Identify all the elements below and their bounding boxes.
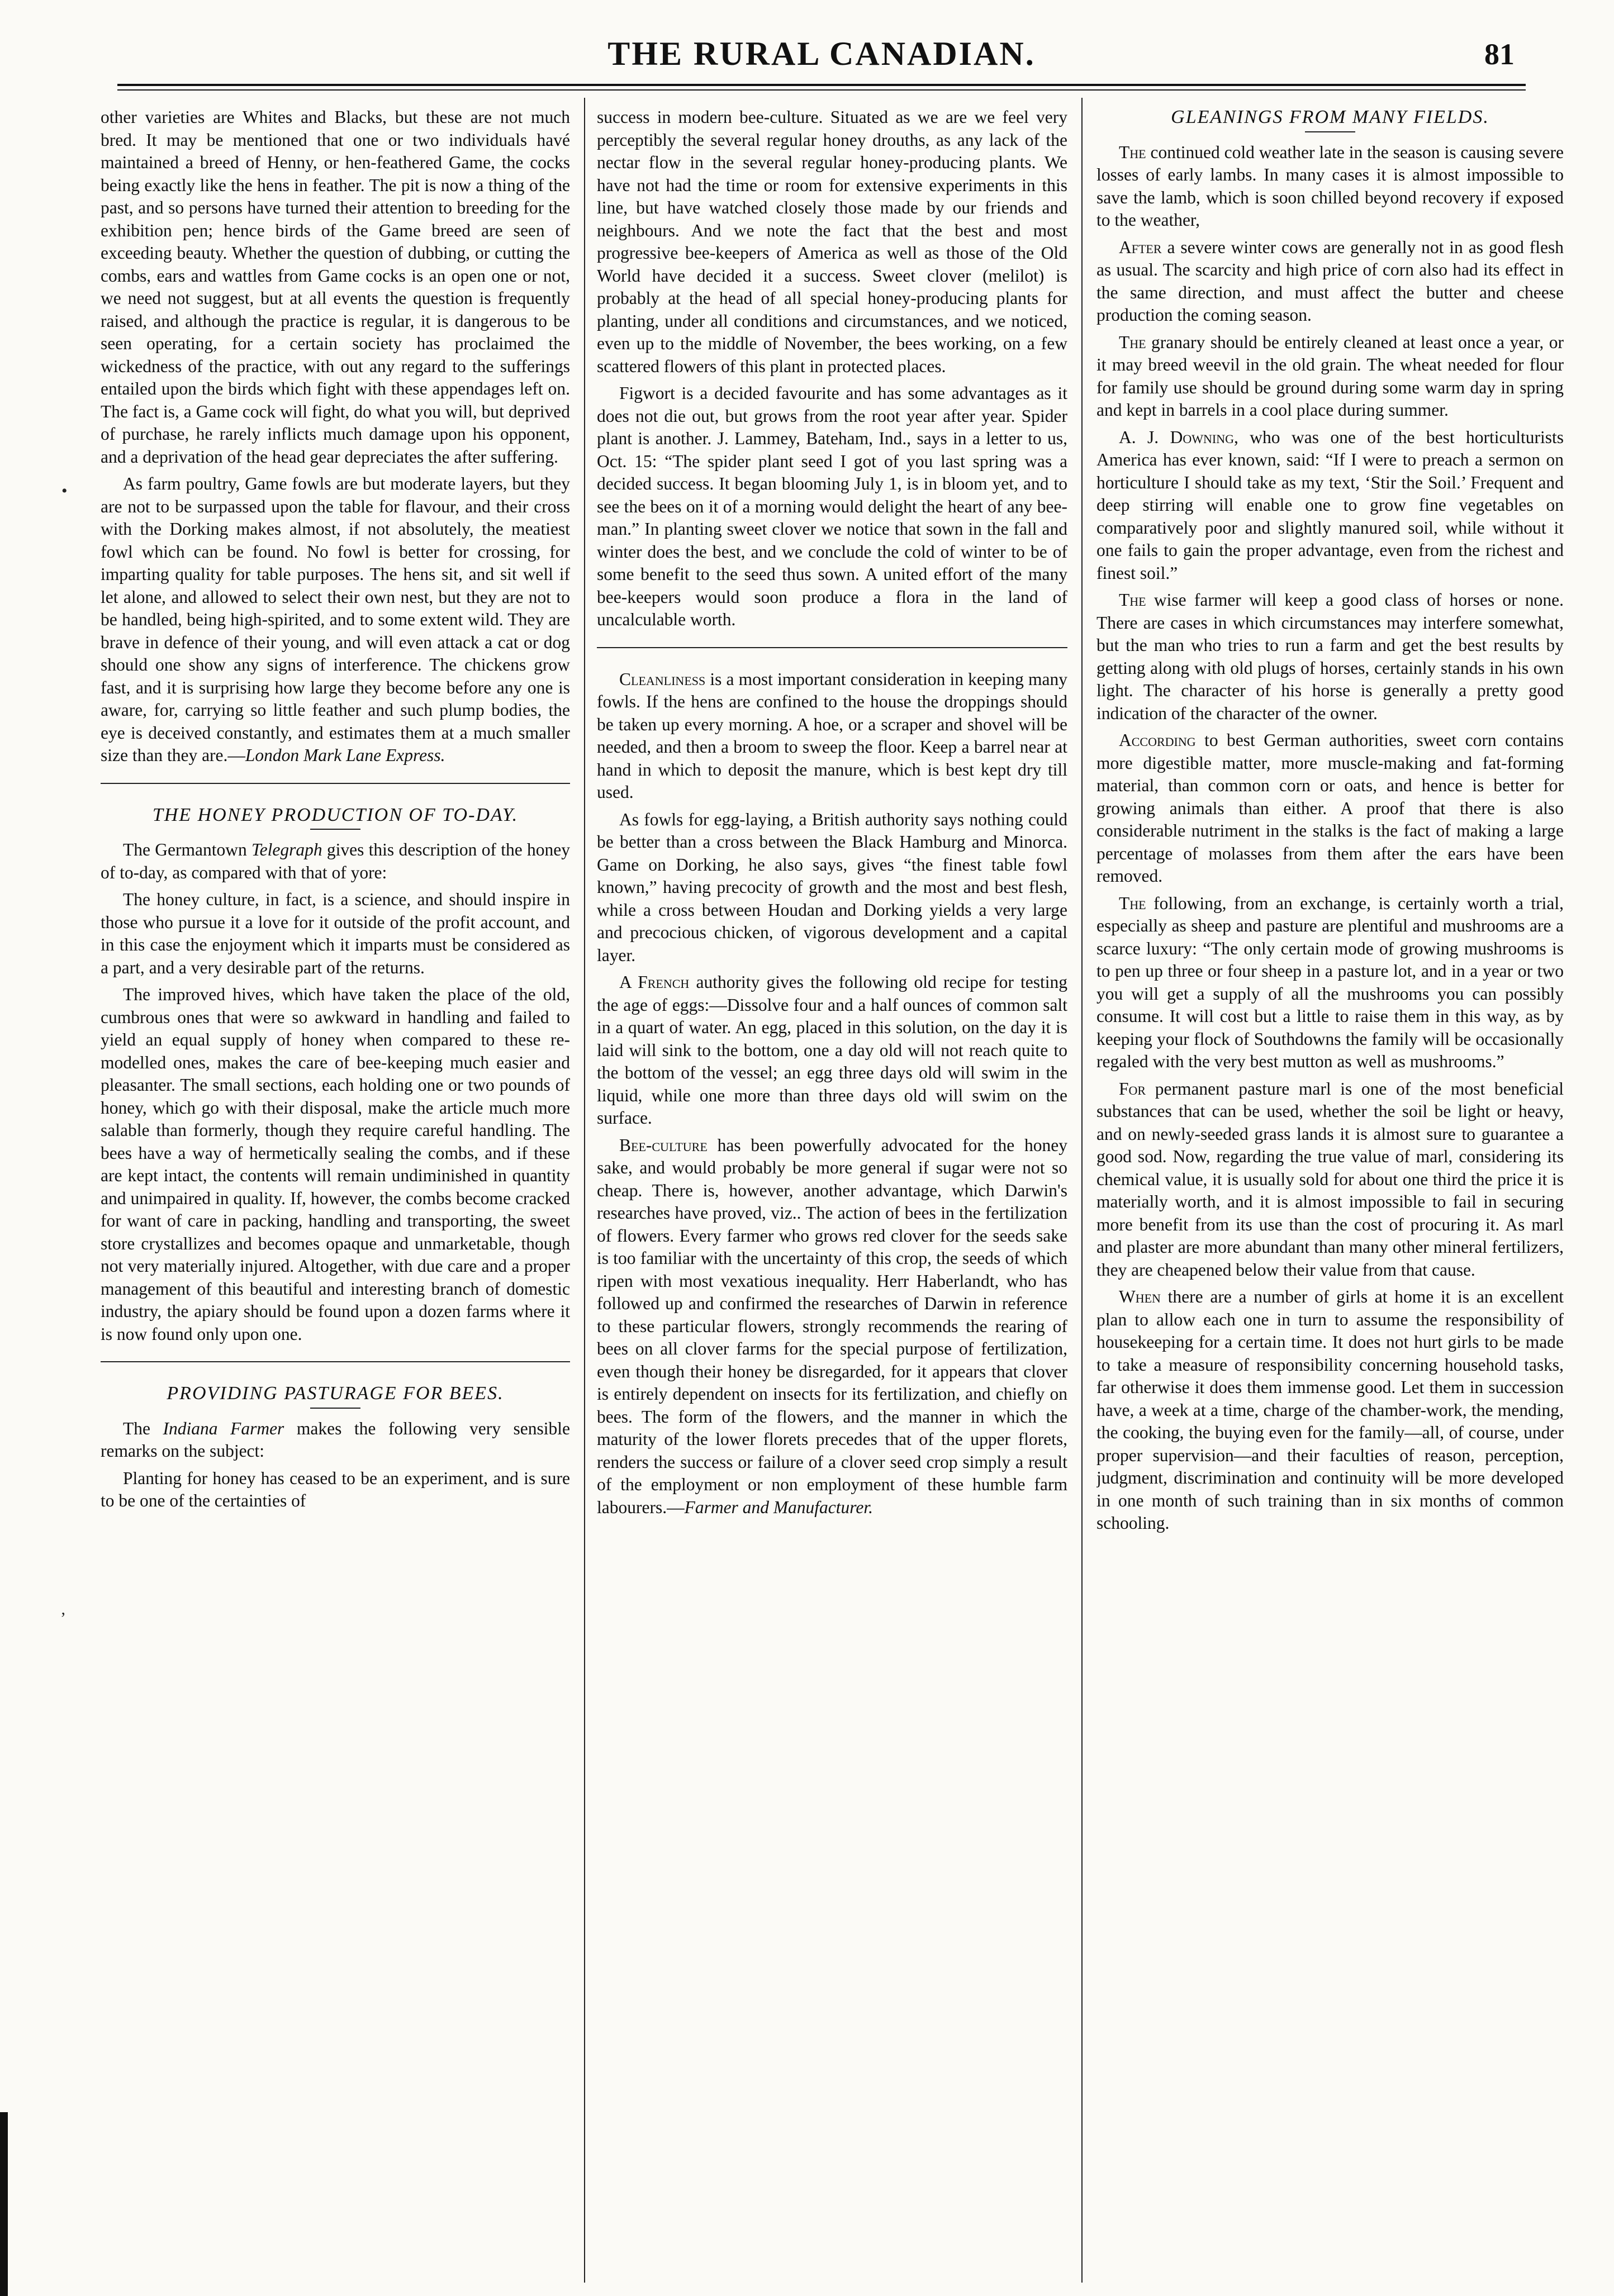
column-1 — [101, 106, 570, 2274]
paragraph-text: authority gives the following old recipe for testing the age of eggs:—Dissolve four and a half ounces of common salt in a quart of water. An egg, placed in this solution, on the day it is laid will sink to the bottom, one a day old will not reach quite to the bottom of the vessel; an egg three days old will swim in the liquid, while one more than three days old will swim on the surface. — [597, 972, 1067, 1128]
paragraph-text: following, from an exchange, is certainly worth a trial, especially as sheep and pasture are plentiful and mushrooms are a scarce luxury: “The only certain mode of growing mushrooms is to pen up three or four sheep in a pasture lot, and in a year or two you will get a supply of all the mushrooms you can possibly consume. It will cost but a little to raise them in this way, as by keeping your flock of Southdowns the family will be occasionally regaled with the very best mutton as well as mushrooms.” — [1096, 893, 1564, 1071]
paragraph-text: granary should be entirely cleaned at least once a year, or it may breed weevil in the old grain. The wheat needed for flour for family use should be ground during some warm day in spring and kept in barrels in a cool place during summer. — [1096, 332, 1564, 420]
paragraph-text: is a most important consideration in keeping many fowls. If the hens are confined to the house the droppings should be taken up every morning. A hoe, or a scraper and shovel will be needed, and then a broom to sweep the floor. Keep a barrel near at hand in which to deposit the manure, which is best kept dry till used. — [597, 669, 1067, 802]
header-rule — [117, 84, 1526, 86]
margin-tick: ʼ — [60, 1609, 66, 1628]
heading-rule — [1305, 131, 1355, 132]
gleaning-granary — [1096, 331, 1564, 422]
paragraph-text: to best German authorities, sweet corn contains more digestible matter, more muscle-making and fat-forming material, than common corn or oats, and hence is better for growing animals than either. A proof that there is also considerable nutriment in the stalks is the fact of making a large percentage of molasses from them after the ears have been removed. — [1096, 730, 1564, 886]
column-divider-2 — [1081, 98, 1083, 2283]
gleaning-cows — [1096, 236, 1564, 327]
header-rule-thin — [117, 89, 1526, 91]
lead-word: After — [1119, 237, 1162, 257]
game-fowl-paragraph-2 — [101, 473, 570, 767]
lead-word: For — [1119, 1078, 1146, 1099]
paragraph-text: A. J. — [1119, 427, 1170, 447]
bee-culture-paragraph: success in modern bee-culture. Situated as we are we feel very perceptibly the several regular honey drouths, as any lack of the nectar flow in the several regular honey-producing plants. We have not had the time or room for extensive experiments in this line, but have watched closely those made by our friends and neighbours. And we note the fact that the best and most progressive bee-keepers of America as well as those of the Old World have decided it a success. Sweet clover (melilot) is probably at the head of all special honey-producing plants for planting, under all conditions and circumstances, and we noticed, even up to the middle of November, the bees working, on a few scattered flowers of this plant in protected places. — [597, 107, 1067, 376]
lead-word: Downing — [1170, 427, 1234, 447]
cleanliness-paragraph — [597, 668, 1067, 804]
intro-text-b: gives this description of the honey of to-day, as compared with that of yore: — [101, 840, 570, 882]
gleaning-marl — [1096, 1078, 1564, 1282]
egg-laying-paragraph: As fowls for egg-laying, a British authority says nothing could be better than a cross between the Black Hamburg and Minorca. Game on Dorking, he also says, gives “the finest table fowl known,” having precocity of growth and the most and best flesh, while a cross between Houdan and Dorking yields a very large and precocious chicken, of vigorous development and a capital layer. — [597, 809, 1067, 965]
publication-name: Telegraph — [251, 840, 322, 859]
game-fowl-text: As farm poultry, Game fowls are but moderate layers, but they are not to be surpassed upon the table for flavour, and their cross with the Dorking makes almost, if not absolutely, the meatiest fowl which can be found. No fowl is better for crossing, for imparting quality for table purposes. The hens sit, and sit well if let alone, and allowed to select their own nest, but they are not to be handled, being high-spirited, and to some extent wild. They are brave in defence of their young, and will even attack a cat or dog should one show any signs of interference. The chickens grow fast, and it is surprising how large they become before any one is aware, for, carrying so little feather and such plump bodies, the eye is deceived constantly, and estimates them at a much smaller size than they are.— — [101, 474, 570, 765]
bee-fertilization-paragraph — [597, 1134, 1067, 1519]
lead-word: The — [1119, 332, 1146, 352]
gleaning-horses — [1096, 589, 1564, 725]
gleaning-sweet-corn — [1096, 729, 1564, 888]
heading-pasturage: PROVIDING PASTURAGE FOR BEES. — [167, 1383, 504, 1404]
improved-hives-paragraph: The improved hives, which have taken the place of the old, cumbrous ones that were so awkward in handling and failed to yield an equal supply of honey when compared to these re-modelled ones, makes the care of bee-keeping much easier and pleasanter. The small sections, each holding one or two pounds of honey, which go with their disposal, make the article much more salable than formerly, though they require careful handling. The bees have a way of hermetically sealing the combs, and if these are kept intact, the contents will remain undiminished in quantity and unimpaired in quality. If, however, the combs become cracked for want of care in packing, handling and transporting, the sweet store crystallizes and becomes opaque and unmarketable, though not very materially injured. Altogether, with due care and a proper management of this beautiful and interesting branch of domestic industry, the apiary should be found upon a dozen farms where it is now found only upon one. — [101, 985, 570, 1344]
lead-word: French — [638, 972, 690, 992]
honey-intro-paragraph — [101, 839, 570, 884]
paragraph-text: permanent pasture marl is one of the most beneficial substances that can be used, whether the soil be light or heavy, and on newly-seeded grass lands it is almost sure to guarantee a good sod. Now, regarding the true value of marl, considering its chemical value, it is usually sold for about one third the price it is materially worth, and it is almost impossible to fail in securing more benefit from its use than the cost of procuring it. As marl and plaster are more abundant than many other mineral fertilizers, they are cheapened below their value from that cause. — [1096, 1078, 1564, 1280]
paragraph-text: there are a number of girls at home it is an excellent plan to allow each one in turn to assume the responsibility of housekeeping for a certain time. It does not hurt girls to be made to take a measure of responsibility concerning household tasks, far otherwise it does them immense good. Let them in succession have, a week at a time, charge of the chamber-work, the mending, the cooking, the buying even for the family—all, of course, under proper supervision—and their faculties of reason, perception, judgment, discrimination and continuity will be more developed in one month of such training than in six months of common schooling. — [1096, 1287, 1564, 1533]
gleaning-mushrooms — [1096, 892, 1564, 1073]
planting-paragraph: Planting for honey has ceased to be an experiment, and is sure to be one of the certainties of — [101, 1468, 570, 1510]
page-header — [117, 35, 1526, 85]
heading-rule — [310, 1408, 360, 1409]
paragraph-text: has been powerfully advocated for the honey sake, and would probably be more general if sugar were not so cheap. There is, however, another advantage, which Darwin's researches have proved, viz.. The action of bees in the fertilization of flowers. Every farmer who grows red clover for the seeds sake is too familiar with the uncertainty of this crop, the seeds of which ripen with most vexatious inequality. Herr Haberlandt, who has followed up and confirmed the researches of Darwin in reference to these particular flowers, strongly recommends the rearing of bees on all clover farms for the special purpose of fertilization, even though their honey be disregarded, for it appears that clover is entirely dependent on insects for its fertilization, and chiefly on bees. The form of the flowers, and the manner in which the maturity of the lower florets precedes that of the upper florets, renders the success or failure of a clover seed crop simply a result of the employment or non employment of these humble farm labourers.— — [597, 1135, 1067, 1517]
heading-rule — [310, 829, 360, 830]
section-rule — [101, 783, 570, 784]
lead-word: The — [1119, 142, 1146, 162]
intro-text-a: The — [123, 1418, 163, 1438]
source-credit: Farmer and Manufacturer. — [684, 1497, 874, 1517]
paragraph-text: , who was one of the best horticulturists America has ever known, said: “If I were to preach a sermon on horticulture I should take as my text, ‘Stir the Soil.’ Frequent and deep stirring will enable one to grow fine vegetables on comparatively poor and slightly manured soil, while without it one fails to gain the proper advantage, even from the richest and finest soil.” — [1096, 427, 1564, 583]
section-rule — [101, 1361, 570, 1362]
honey-culture-paragraph: The honey culture, in fact, is a science, and should inspire in those who pursue it a love for it outside of the profit account, and in this case the enjoyment which it imparts must be considered as a part, and a very desirable part of the returns. — [101, 890, 570, 977]
scan-edge — [0, 2112, 8, 2296]
paragraph-text: A — [619, 972, 638, 992]
paragraph-text: wise farmer will keep a good class of horses or none. There are cases in which circumstances may interfere somewhat, but the man who tries to run a farm and get the best results by getting along with old plugs of horses, certainly stands in his own light. The character of his horse is generally a pretty good indication of the character of the owner. — [1096, 590, 1564, 723]
pasturage-intro-paragraph — [101, 1418, 570, 1463]
column-2 — [597, 106, 1067, 2274]
lead-word: The — [1119, 590, 1146, 610]
lead-word: The — [1119, 893, 1146, 913]
source-credit: London Mark Lane Express. — [245, 745, 445, 765]
page-number: 81 — [1484, 37, 1515, 71]
paragraph-text: continued cold weather late in the season is causing severe losses of early lambs. In many cases it is almost impossible to save the lamb, which is soon chilled beyond recovery if exposed to the weather, — [1096, 142, 1564, 230]
heading-gleanings: GLEANINGS FROM MANY FIELDS. — [1171, 107, 1489, 127]
lead-word: Bee-culture — [619, 1135, 708, 1155]
gleaning-lambs — [1096, 141, 1564, 232]
lead-word: According — [1119, 730, 1196, 750]
margin-bullet: • — [61, 482, 68, 500]
column-divider-1 — [584, 98, 585, 2283]
publication-name: Indiana Farmer — [163, 1418, 284, 1438]
column-3 — [1096, 106, 1564, 2274]
gleaning-downing — [1096, 426, 1564, 585]
lead-word: When — [1119, 1287, 1161, 1306]
heading-honey-production: THE HONEY PRODUCTION OF TO-DAY. — [152, 804, 519, 825]
masthead-title: THE RURAL CANADIAN. — [607, 35, 1036, 72]
intro-text-a: The Germantown — [123, 840, 251, 859]
gleaning-girls — [1096, 1286, 1564, 1535]
figwort-paragraph: Figwort is a decided favourite and has some advantages as it does not die out, but grows from the root year after year. Spider plant is another. J. Lammey, Bateham, Ind., says in a letter to us, Oct. 15: “The spider plant seed I got of you last spring was a decided success. It began blooming July 1, is in bloom yet, and to see the bees on it of a morning would delight the heart of any bee-man.” In planting sweet clover we notice that sown in the fall and winter does the best, and we conclude the cold of winter to be of some benefit to the seed thus sown. A united effort of the many bee-keepers would soon produce a flora in the land of uncalculable worth. — [597, 383, 1067, 629]
intro-text-b: makes the following very sensible remarks on the subject: — [101, 1418, 570, 1461]
egg-test-paragraph — [597, 971, 1067, 1130]
paragraph-text: a severe winter cows are generally not in as good flesh as usual. The scarcity and high price of corn also had its effect in the same direction, and must affect the butter and cheese production the coming season. — [1096, 237, 1564, 325]
section-rule — [597, 647, 1067, 648]
lead-word: Cleanliness — [619, 669, 706, 689]
game-fowl-paragraph-1: other varieties are Whites and Blacks, but these are not much bred. It may be mentioned that one or two individuals havé maintained a breed of Henny, or hen-feathered Game, the cocks being exactly like the hens in feather. The pit is now a thing of the past, and so persons have turned their attention to breeding for the exhibition pen; hence birds of the Game breed are seen of exceeding beauty. Whether the question of dubbing, or cutting the combs, ears and wattles from Game cocks is an open one or not, we need not suggest, but at all events the question is frequently raised, and although the practice is regular, it is dangerous to be seen operating, for a certain society has proclaimed the wickedness of the practice, with out any regard to the sufferings entailed upon the birds which fight with these appendages left on. The fact is, a Game cock will fight, do what you will, but deprived of purchase, he rarely inflicts much damage upon his opponent, and a deprivation of the head gear depreciates the after suffering. — [101, 107, 570, 467]
